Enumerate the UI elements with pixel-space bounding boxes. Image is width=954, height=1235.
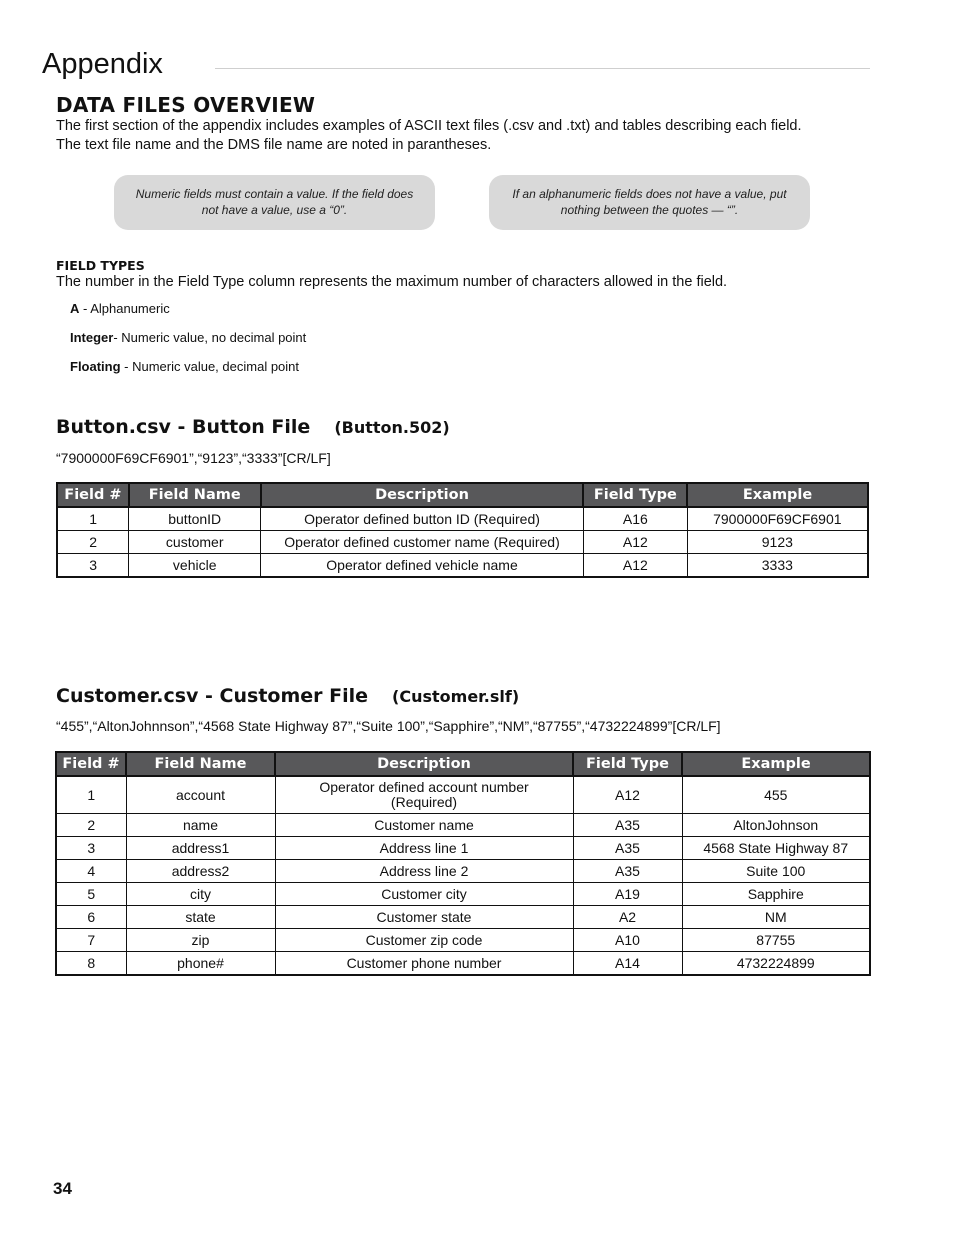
overview-heading: DATA FILES OVERVIEW	[56, 93, 316, 117]
table-cell: 3	[56, 837, 126, 860]
table-cell: buttonID	[129, 507, 261, 531]
table-cell: Operator defined account number (Required)	[275, 776, 573, 814]
table-row	[56, 929, 870, 952]
table-cell: 2	[56, 814, 126, 837]
table-cell: 4568 State Highway 87	[682, 837, 870, 860]
table-cell: A35	[573, 837, 682, 860]
field-types-description: The number in the Field Type column represents the maximum number of characters allowed in the field.	[56, 274, 728, 290]
table-cell: city	[126, 883, 275, 906]
table-cell: 9123	[687, 531, 868, 554]
table-cell: A35	[573, 860, 682, 883]
table-row	[56, 860, 870, 883]
column-header: Example	[687, 483, 868, 507]
table-cell: A10	[573, 929, 682, 952]
page-number: 34	[53, 1179, 72, 1198]
table-cell: 7900000F69CF6901	[687, 507, 868, 531]
table-cell: 6	[56, 906, 126, 929]
table-cell: NM	[682, 906, 870, 929]
field-type-alphanumeric	[70, 301, 170, 316]
field-type-desc: - Numeric value, no decimal point	[113, 330, 307, 345]
button-file-table	[56, 482, 869, 578]
column-header: Field Type	[573, 752, 682, 776]
numeric-fields-note	[114, 175, 435, 230]
button-file-heading	[56, 416, 450, 438]
table-cell: phone#	[126, 952, 275, 976]
table-cell: A2	[573, 906, 682, 929]
table-cell: Customer state	[275, 906, 573, 929]
table-cell: A16	[583, 507, 687, 531]
table-cell: 87755	[682, 929, 870, 952]
table-cell: customer	[129, 531, 261, 554]
field-types-heading: FIELD TYPES	[56, 258, 145, 273]
button-file-title: Button.csv - Button File	[56, 416, 311, 438]
table-cell: A19	[573, 883, 682, 906]
field-type-desc: - Numeric value, decimal point	[120, 359, 300, 374]
customer-file-title: Customer.csv - Customer File	[56, 685, 369, 707]
table-cell: Address line 2	[275, 860, 573, 883]
table-cell: Customer phone number	[275, 952, 573, 976]
table-cell: address1	[126, 837, 275, 860]
table-cell: 1	[57, 507, 129, 531]
table-row	[56, 906, 870, 929]
alphanumeric-fields-note-text: If an alphanumeric fields does not have a value, put nothing between the quotes — “”.	[512, 187, 787, 217]
table-cell: state	[126, 906, 275, 929]
table-cell: 7	[56, 929, 126, 952]
table-cell: A35	[573, 814, 682, 837]
table-row	[56, 837, 870, 860]
overview-intro-line-2: The text file name and the DMS file name are noted in parantheses.	[56, 137, 492, 153]
title-divider	[215, 68, 870, 69]
page-title: Appendix	[42, 48, 163, 80]
table-row	[57, 531, 868, 554]
table-row	[56, 952, 870, 976]
table-cell: Customer city	[275, 883, 573, 906]
table-cell: vehicle	[129, 554, 261, 578]
table-cell: Customer name	[275, 814, 573, 837]
table-cell: zip	[126, 929, 275, 952]
numeric-fields-note-text: Numeric fields must contain a value. If the field does not have a value, use a “0”.	[135, 187, 414, 217]
table-header-row	[57, 483, 868, 507]
button-file-sample: “7900000F69CF6901”,“9123”,“3333”[CR/LF]	[56, 450, 331, 466]
table-cell: A12	[583, 531, 687, 554]
customer-file-dms-name: (Customer.slf)	[392, 687, 520, 706]
table-cell: 5	[56, 883, 126, 906]
table-header-row	[56, 752, 870, 776]
table-cell: Operator defined customer name (Required)	[261, 531, 584, 554]
table-row	[56, 776, 870, 814]
alphanumeric-fields-note	[489, 175, 810, 230]
table-cell: Address line 1	[275, 837, 573, 860]
column-header: Field #	[56, 752, 126, 776]
column-header: Field Type	[583, 483, 687, 507]
overview-intro-line-1: The first section of the appendix includes examples of ASCII text files (.csv and .txt) and tables describing each field.	[56, 118, 802, 134]
table-row	[56, 883, 870, 906]
column-header: Description	[261, 483, 584, 507]
field-type-code: A	[70, 301, 80, 316]
column-header: Example	[682, 752, 870, 776]
table-cell: 4	[56, 860, 126, 883]
table-cell: A12	[583, 554, 687, 578]
table-cell: 8	[56, 952, 126, 976]
table-cell: 1	[56, 776, 126, 814]
customer-file-table	[55, 751, 871, 976]
table-cell: Operator defined vehicle name	[261, 554, 584, 578]
column-header: Field #	[57, 483, 129, 507]
table-cell: account	[126, 776, 275, 814]
button-file-dms-name: (Button.502)	[334, 418, 450, 437]
table-cell: 2	[57, 531, 129, 554]
table-cell: Customer zip code	[275, 929, 573, 952]
table-row	[57, 507, 868, 531]
table-cell: Suite 100	[682, 860, 870, 883]
table-row	[56, 814, 870, 837]
table-cell: A12	[573, 776, 682, 814]
column-header: Field Name	[129, 483, 261, 507]
customer-file-heading	[56, 685, 519, 707]
table-cell: address2	[126, 860, 275, 883]
field-type-code: Integer	[70, 330, 114, 345]
table-cell: Sapphire	[682, 883, 870, 906]
customer-file-sample: “455”,“AltonJohnnson”,“4568 State Highway 87”,“Suite 100”,“Sapphire”,“NM”,“87755”,“4732224899”[CR/LF]	[56, 718, 721, 734]
table-cell: Operator defined button ID (Required)	[261, 507, 584, 531]
table-cell: 3	[57, 554, 129, 578]
table-cell: 4732224899	[682, 952, 870, 976]
column-header: Description	[275, 752, 573, 776]
field-type-floating	[70, 359, 299, 374]
field-type-desc: - Alphanumeric	[79, 301, 170, 316]
table-row	[57, 554, 868, 578]
table-cell: A14	[573, 952, 682, 976]
table-cell: 455	[682, 776, 870, 814]
field-type-integer	[70, 330, 306, 345]
table-cell: 3333	[687, 554, 868, 578]
table-cell: AltonJohnson	[682, 814, 870, 837]
field-type-code: Floating	[70, 359, 121, 374]
column-header: Field Name	[126, 752, 275, 776]
table-cell: name	[126, 814, 275, 837]
overview-intro	[56, 117, 896, 155]
